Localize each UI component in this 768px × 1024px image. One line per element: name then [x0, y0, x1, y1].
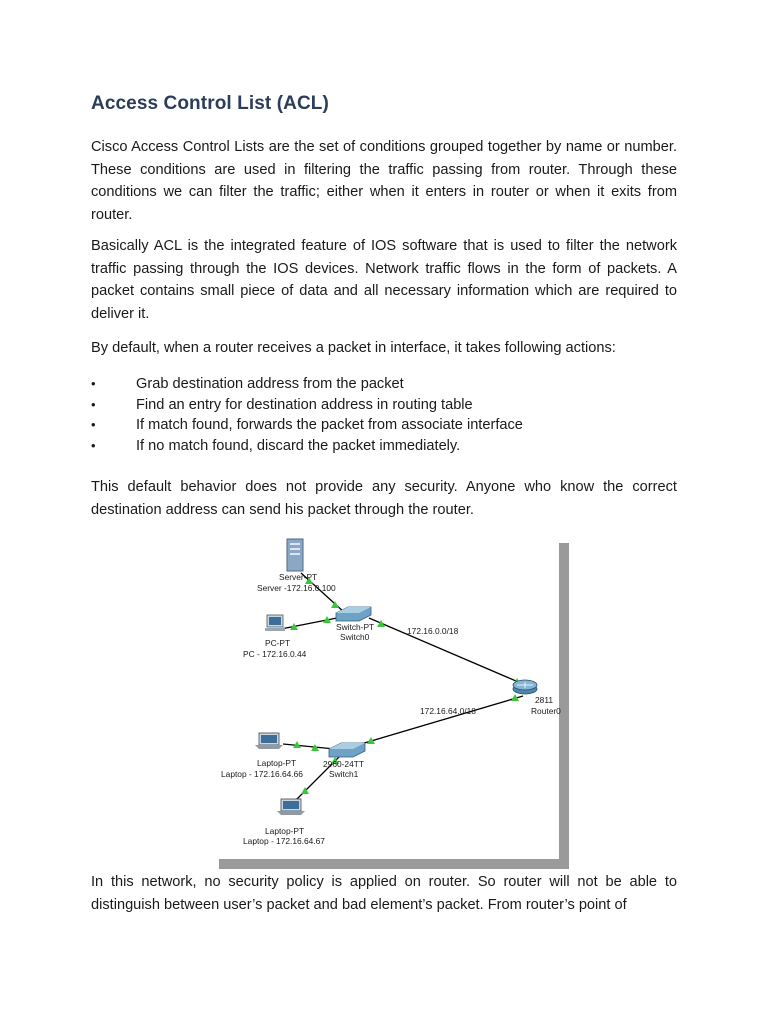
laptop2-icon [277, 799, 305, 815]
laptop1-icon [255, 733, 283, 749]
network-topology-diagram [219, 531, 569, 869]
list-item-text: If match found, forwards the packet from associate interface [136, 417, 523, 433]
bullet-icon: • [91, 396, 96, 412]
network-topology-figure [219, 531, 569, 869]
laptop2-type-label: Laptop-PT [265, 826, 305, 836]
laptop2-name-label: Laptop - 172.16.64.67 [243, 836, 325, 846]
list-item-text: Grab destination address from the packet [136, 376, 404, 392]
page-title: Access Control List (ACL) [91, 93, 329, 114]
bullet-icon: • [91, 437, 96, 453]
list-item-text: If no match found, discard the packet immediately. [136, 437, 461, 454]
paragraph-acl-ios-feature: Basically ACL is the integrated feature of IOS software that is used to filter the network traffic passing through the IOS devices. Network traffic flows in the form of packets. A packet contains small piece of data and all necessary information which are required to deliver it. [91, 238, 677, 322]
bullet-icon: • [91, 376, 96, 391]
switch0-name-label: Switch0 [340, 632, 370, 642]
server-icon [287, 539, 303, 571]
router-type-label: 2811 [535, 695, 554, 705]
pc-icon [265, 615, 285, 631]
paragraph-default-actions-intro: By default, when a router receives a packet in interface, it takes following actions: [91, 340, 616, 356]
list-item [91, 436, 677, 457]
switch0-type-label: Switch-PT [336, 622, 375, 632]
pc-name-label: PC - 172.16.0.44 [243, 649, 307, 659]
router-name-label: Router0 [531, 706, 561, 716]
server-name-label: Server -172.16.0.100 [257, 583, 336, 593]
diagram-frame-bottom [219, 859, 569, 869]
list-item [91, 395, 677, 416]
paragraph-no-policy: In this network, no security policy is applied on router. So router will not be able to distinguish between user’s packet and bad element’s packet. From router’s point of [91, 874, 677, 913]
pc-type-label: PC-PT [265, 638, 291, 648]
bullet-icon: • [91, 417, 96, 432]
server-type-label: Server-PT [279, 572, 318, 582]
network-top-label: 172.16.0.0/18 [407, 626, 459, 636]
paragraph-acl-definition: Cisco Access Control Lists are the set of conditions grouped together by name or number. These conditions are used in filtering the traffic passing from router. Through these conditions we can filter the traffic; either when it enters in router or when it exits from router. [91, 139, 677, 223]
list-item [91, 374, 677, 395]
list-item-text: Find an entry for destination address in routing table [136, 396, 473, 413]
laptop1-name-label: Laptop - 172.16.64.66 [221, 769, 303, 779]
paragraph-no-security: This default behavior does not provide any security. Anyone who know the correct destination address can send his packet through the router. [91, 479, 677, 518]
router-icon [513, 680, 537, 694]
list-item [91, 415, 677, 436]
default-actions-list [91, 374, 677, 456]
network-bottom-label: 172.16.64.0/18 [420, 706, 476, 716]
switch1-type-label: 2960-24TT [323, 759, 364, 769]
switch1-name-label: Switch1 [329, 769, 359, 779]
laptop1-type-label: Laptop-PT [257, 758, 297, 768]
